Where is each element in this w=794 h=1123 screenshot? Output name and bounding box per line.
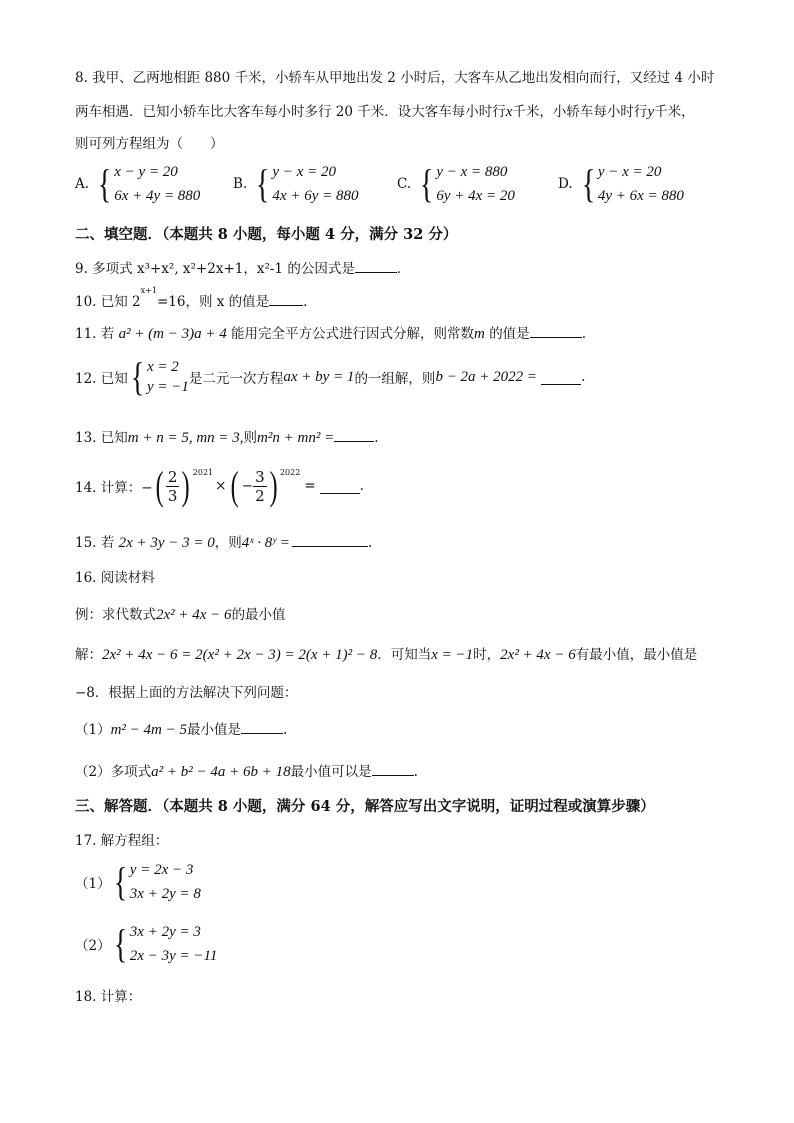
section-3-heading: 三、解答题．（本题共 8 小题，满分 64 分，解答应写出文字说明，证明过程或演算步骤） [75,798,655,815]
answer-blank[interactable] [372,761,414,776]
brace-icon: { [113,921,127,966]
section-2-heading: 二、填空题．（本题共 8 小题，每小题 4 分，满分 32 分） [75,226,458,243]
answer-blank[interactable] [334,427,374,442]
q16-example: 例：求代数式2x² + 4x − 6的最小值 [75,607,286,623]
q16-part2: （2）多项式a² + b² − 4a + 6b + 18最小值可以是 . [75,760,418,781]
q14: 14. 计算：− ( $\frac{2}{3}$ ) $^{2021}$ × ( − $\frac{3}{2}$ ) $^{2022}$ = . [75,463,364,508]
q18-title: 18. 计算： [75,989,142,1005]
q9: 9. 多项式 x³+x², x²+2x+1，x²-1 的公因式是 ． [75,257,410,277]
q8-option-c[interactable]: C. { y − x = 880 6y + 4x = 20 [397,161,515,206]
q8-line3: 则可列方程组为（ ） [75,136,224,152]
answer-blank[interactable] [292,532,368,547]
q8-line2: 两车相遇．已知小轿车比大客车每小时多行 20 千米．设大客车每小时行x千米，小轿车每小时行y千米， [75,104,695,120]
brace-icon: { [130,354,145,399]
q16-solution: 解：2x² + 4x − 6 = 2(x² + 2x − 3) = 2(x + 1)² − 8．可知当x = −1时，2x² + 4x − 6有最小值，最小值是 [75,647,698,663]
answer-blank[interactable] [269,291,303,306]
answer-blank[interactable] [355,258,397,273]
brace-icon: { [256,161,270,206]
q17-title: 17. 解方程组： [75,833,169,849]
q15: 15. 若 2x + 3y − 3 = 0，则4ˣ · 8ʸ = . [75,531,372,552]
brace-icon: { [581,161,595,206]
q17-part2: （2） { 3x + 2y = 3 2x − 3y = −11 [75,921,218,966]
q12: 12. 已知 { x = 2 y = −1 是二元一次方程 ax + by = 1 的一组解，则 b − 2a + 2022 = . [75,354,586,399]
q8-option-a[interactable]: A. { x − y = 20 6x + 4y = 880 [75,161,201,206]
answer-blank[interactable] [241,719,283,734]
brace-icon: { [97,161,112,206]
q16-part1: （1）m² − 4m − 5最小值是 . [75,718,287,739]
q13: 13. 已知m + n = 5, mn = 3,则m²n + mn² = . [75,426,379,447]
q16-line2: −8．根据上面的方法解决下列问题： [75,685,298,701]
brace-icon: { [113,859,127,904]
brace-icon: { [420,161,434,206]
q8-option-b[interactable]: B. { y − x = 20 4x + 6y = 880 [233,161,359,206]
q17-part1: （1） { y = 2x − 3 3x + 2y = 8 [75,859,201,904]
q16-title: 16. 阅读材料 [75,570,155,586]
answer-blank[interactable] [541,370,581,385]
q11: 11. 若 a² + (m − 3)a + 4 能用完全平方公式进行因式分解，则常数m 的值是 . [75,322,586,343]
q8-line1: 8. 我甲、乙两地相距 880 千米，小轿车从甲地出发 2 小时后，大客车从乙地出发相向而行，又经过 4 小时 [75,70,715,86]
answer-blank[interactable] [530,323,582,338]
q8-option-d[interactable]: D. { y − x = 20 4y + 6x = 880 [558,161,684,206]
answer-blank[interactable] [320,479,360,494]
q10: 10. 已知 $2^{x+1}=16$，则 x 的值是 . [75,286,308,310]
